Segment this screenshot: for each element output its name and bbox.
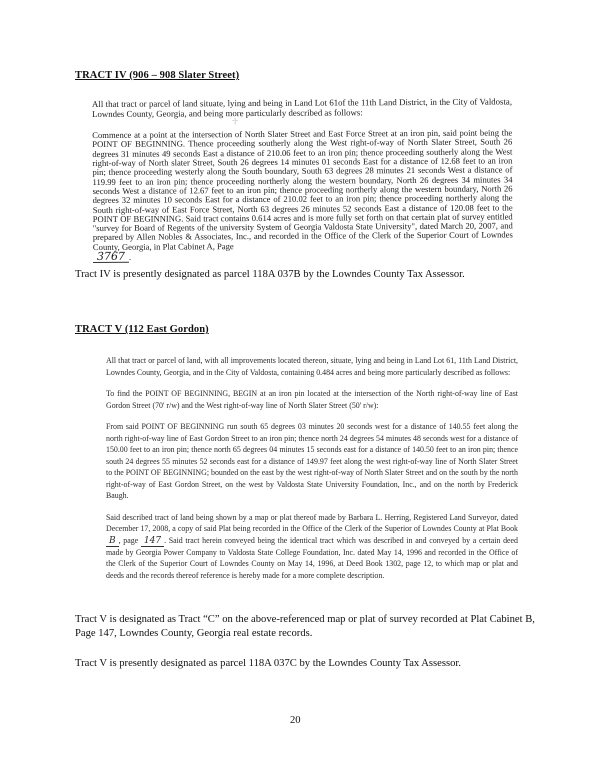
tract-iv-body-paragraph: Commence at a point at the intersection of North Slater Street and East Force Street at an iron pin, said point being the POINT OF BEGINNING. Thence proceeding southerly along the West right-of-way of North Slater Street, South 26 degrees 31 minutes 49 seconds East a distance of 210.06 feet to an iron pin; thence proceeding southerly along the West right-of-way of North slater Street, South 26 degrees 14 minutes 01 seconds East for a distance of 12.68 feet to an iron pin; thence proceeding westerly along the South boundary, South 63 degrees 28 minutes 21 seconds West a distance of 119.99 feet to an iron pin; thence proceeding northerly along the western boundary, North 26 degrees 34 minutes 34 seconds West a distance of 12.67 feet to an iron pin; thence proceeding northerly along the western boundary, North 26 degrees 32 minutes 10 seconds East for a distance of 210.02 feet to an iron pin; thence proceeding northerly along the South right-of-way of East Force Street, North 63 degrees 26 minutes 52 seconds East a distance of 120.08 feet to the POINT OF BEGINNING. Said tract contains 0.614 acres and is more fully set forth on that certain plat of survey entitled "survey for Board of Regents of the university System of Georgia Valdosta State University", dated March 20, 2007, and prepared by Allen Nobles & Associates, Inc., and recorded in the Office of the Clerk of the Superior Court of Lowndes County, Georgia, in Plat Cabinet A, Page 3767 . — [92, 127, 513, 264]
tract-iv-legal-description — [92, 97, 513, 263]
handwritten-plat-book: B — [106, 537, 119, 547]
tract-v-paragraph-2: To find the POINT OF BEGINNING, BEGIN at an iron pin located at the intersection of the North right-of-way line of East Gordon Street (70' r/w) and the West right-of-way line of North Slater Street (50' r/w): — [106, 389, 518, 410]
tract-v-paragraph-4-part-b: , page — [118, 535, 139, 545]
scan-mark: ·|· — [232, 117, 239, 125]
tract-v-heading: TRACT V (112 East Gordon) — [75, 324, 209, 335]
tract-v-paragraph-4-part-a: Said described tract of land being shown by a map or plat thereof made by Barbara L. Herring, Registered Land Surveyor, dated December 17, 2008, a copy of said Plat being recorded in the Office of the Clerk of the Superior of Lowndes County at Plat Book — [106, 512, 518, 533]
tract-iv-designation: Tract IV is presently designated as parcel 118A 037B by the Lowndes County Tax Assessor. — [75, 269, 465, 280]
tract-iv-body-text: Commence at a point at the intersection of North Slater Street and East Force Street at an iron pin, said point being the POINT OF BEGINNING. Thence proceeding southerly along the West right-of-way of North Slater Street, South 26 degrees 31 minutes 49 seconds East a distance of 210.06 feet to an iron pin; thence proceeding southerly along the West right-of-way of North slater Street, South 26 degrees 14 minutes 01 seconds East for a distance of 12.68 feet to an iron pin; thence proceeding westerly along the South boundary, South 63 degrees 28 minutes 21 seconds West a distance of 119.99 feet to an iron pin; thence proceeding northerly along the western boundary, North 26 degrees 34 minutes 34 seconds West a distance of 12.67 feet to an iron pin; thence proceeding northerly along the western boundary, North 26 degrees 32 minutes 10 seconds East for a distance of 210.02 feet to an iron pin; thence proceeding northerly along the South right-of-way of East Force Street, North 63 degrees 26 minutes 52 seconds East a distance of 120.08 feet to the POINT OF BEGINNING. Said tract contains 0.614 acres and is more fully set forth on that certain plat of survey entitled "survey for Board of Regents of the university System of Georgia Valdosta State University", dated March 20, 2007, and prepared by Allen Nobles & Associates, Inc., and recorded in the Office of the Clerk of the Superior Court of Lowndes County, Georgia, in Plat Cabinet A, Page — [92, 127, 513, 252]
handwritten-plat-page: 147 — [141, 537, 164, 547]
handwritten-page-number: 3767 — [93, 252, 129, 263]
tract-v-paragraph-3: From said POINT OF BEGINNING run south 65 degrees 03 minutes 20 seconds west for a distance of 140.55 feet along the north right-of-way line of East Gordon Street to an iron pin; thence north 24 degrees 54 minutes 48 seconds west for a distance of 150.00 feet to an iron pin; thence north 65 degrees 04 minutes 15 seconds east for a distance of 140.50 feet to an iron pin; thence south 24 degrees 55 minutes 52 seconds east for a distance of 149.97 feet along the west right-of-way line of North Slater Street to the POINT OF BEGINNING; bounded on the east by the west right-of-way of North Slater Street and on the south by the north right-of-way of East Gordon Street, on the west by Valdosta State University Foundation, Inc., and on the north by Frederick Baugh. — [106, 422, 518, 500]
page-number: 20 — [290, 715, 301, 726]
tract-v-legal-description — [106, 355, 518, 591]
tract-v-designation: Tract V is presently designated as parcel 118A 037C by the Lowndes County Tax Assessor. — [75, 658, 461, 669]
tract-v-paragraph-4 — [106, 512, 518, 582]
tract-v-designation-c: Tract V is designated as Tract “C” on the above-referenced map or plat of survey recorded at Plat Cabinet B, Page 147, Lowndes County, Georgia real estate records. — [75, 614, 535, 639]
tract-v-paragraph-1: All that tract or parcel of land, with all improvements located thereon, situate, lying and being in Land Lot 61, 11th Land District, Lowndes County, Georgia, and in the City of Valdosta, containing 0.484 acres and being more particularly described as follows: — [106, 356, 518, 377]
tract-v-paragraph-4-part-c: . Said tract herein conveyed being the identical tract which was described in and conveyed by a certain deed made by Georgia Power Company to Valdosta State College Foundation, Inc. dated May 14, 1996 and recorded in the Office of the Clerk of the Superior Court of Lowndes County on May 14, 1996, at Deed Book 1302, page 12, to which map or plat and deeds and the records thereof reference is hereby made for a more complete description. — [106, 535, 518, 580]
tract-iv-heading: TRACT IV (906 – 908 Slater Street) — [75, 70, 240, 81]
tract-iv-lead-paragraph: All that tract or parcel of land situate, lying and being in Land Lot 61of the 11th Land District, in the City of Valdosta, Lowndes County, Georgia, and being more particularly described as follows: — [91, 96, 513, 119]
